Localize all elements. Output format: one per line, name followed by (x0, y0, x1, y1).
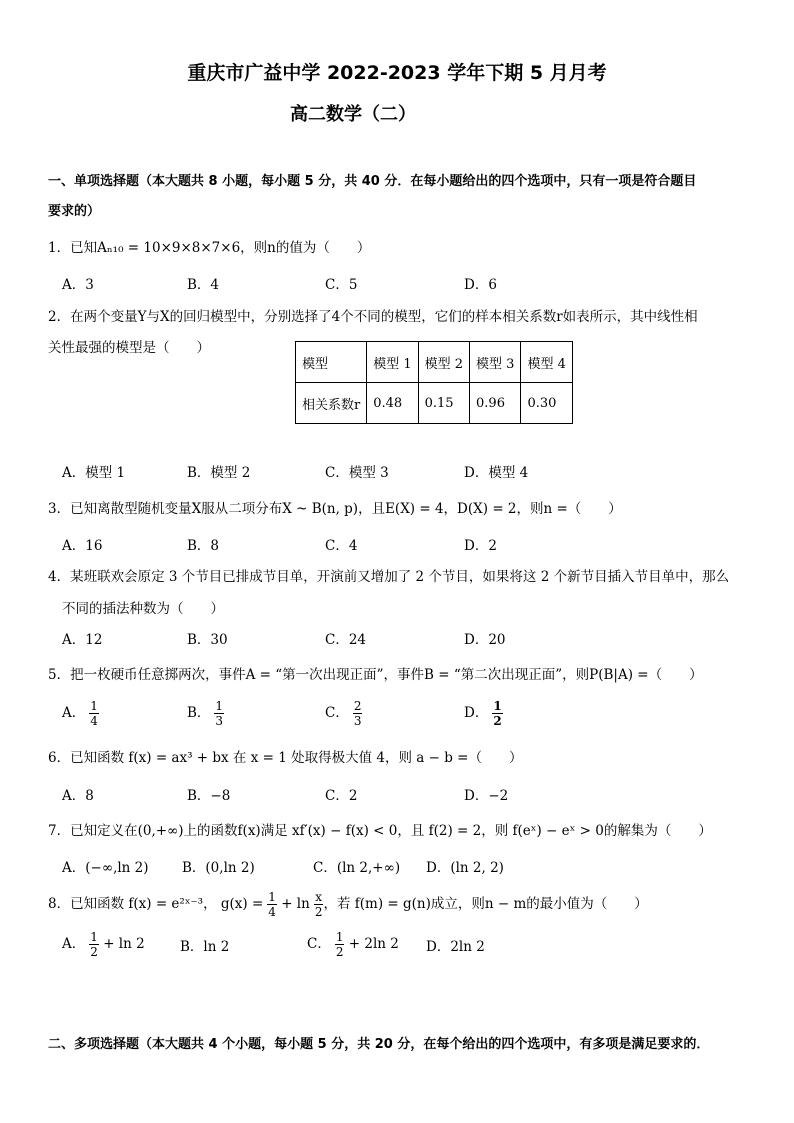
fraction: $\frac{2}{3}$ (353, 699, 362, 728)
option-label: A． (62, 705, 86, 721)
q8-option-b: B．ln 2 (180, 939, 230, 955)
q3-option-a: A．16 (62, 538, 103, 554)
option-suffix: + 2ln 2 (348, 936, 399, 952)
table-cell: 模型 2 (418, 342, 469, 383)
question-7: 7．已知定义在(0,+∞)上的函数f(x)满足 xf′(x) − f(x) < 0，且 f(2) = 2，则 f(eˣ) − eˣ > 0的解集为（ ） (48, 823, 712, 839)
question-1: 1．已知Aₙ₁₀ = 10×9×8×7×6，则n的值为（ ） (48, 240, 371, 256)
q4-option-c: C．24 (325, 632, 367, 648)
table-cell: 0.30 (521, 383, 572, 424)
q3-option-d: D．2 (464, 538, 497, 554)
question-2-line1: 2．在两个变量Y与X的回归模型中，分别选择了4个不同的模型，它们的样本相关系数r如表所示，其中线性相 (48, 309, 698, 325)
question-6: 6．已知函数 f(x) = ax³ + bx 在 x = 1 处取得极大值 4，则 a − b =（ ） (48, 750, 523, 766)
q1-option-b: B．4 (187, 277, 220, 293)
fraction: $\frac{x}{2}$ (314, 890, 323, 919)
page-title: 重庆市广益中学 2022-2023 学年下期 5 月月考 (187, 62, 607, 84)
q8-text-part2: + ln (281, 896, 310, 912)
q5-option-a (62, 699, 99, 728)
q1-option-d: D．6 (464, 277, 497, 293)
q4-option-a: A．12 (62, 632, 103, 648)
table-cell: 0.15 (418, 383, 469, 424)
section-1-heading-line2: 要求的） (48, 204, 101, 219)
question-2-line2: 关性最强的模型是（ ） (48, 340, 210, 356)
q4-option-b: B．30 (187, 632, 228, 648)
q2-option-d: D．模型 4 (464, 465, 529, 481)
q2-option-b: B．模型 2 (187, 465, 251, 481)
option-suffix: + ln 2 (103, 936, 145, 952)
q7-option-a: A．(−∞,ln 2) (62, 860, 149, 876)
fraction: $\frac{1}{4}$ (90, 699, 98, 728)
table-cell: 模型 3 (470, 342, 521, 383)
q1-option-c: C．5 (325, 277, 358, 293)
q5-option-d (464, 699, 503, 728)
option-label: B． (187, 705, 211, 721)
q8-option-d: D．2ln 2 (426, 939, 485, 955)
q8-text-part3: ，若 f(m) = g(n)成立，则n − m的最小值为（ ） (323, 896, 648, 912)
fraction: $\frac{1}{2}$ (90, 930, 98, 959)
q8-option-c (307, 930, 399, 959)
option-label: D． (464, 705, 489, 721)
q1-option-a: A．3 (62, 277, 94, 293)
q7-option-d: D．(ln 2, 2) (426, 860, 504, 876)
option-label: A． (62, 936, 86, 952)
q6-option-a: A．8 (62, 788, 94, 804)
question-3: 3．已知离散型随机变量X服从二项分布X ~ B(n, p)，且E(X) = 4，D(X) = 2，则n =（ ） (48, 501, 622, 517)
table-cell: 模型 1 (367, 342, 418, 383)
page-subtitle: 高二数学（二） (290, 104, 416, 125)
question-8 (48, 890, 648, 919)
correlation-table (295, 341, 573, 424)
table-cell: 模型 4 (521, 342, 572, 383)
fraction: $\frac{1}{4}$ (268, 890, 276, 919)
q6-option-c: C．2 (325, 788, 358, 804)
table-cell: 0.96 (470, 383, 521, 424)
question-5: 5．把一枚硬币任意掷两次，事件A = “第一次出现正面”，事件B = “第二次出现正面”，则P(B|A) =（ ） (48, 667, 703, 683)
section-2-heading: 二、多项选择题（本大题共 4 个小题，每小题 5 分，共 20 分，在每个给出的四个选项中，有多项是满足要求的． (48, 1037, 710, 1052)
q4-option-d: D．20 (464, 632, 506, 648)
table-cell: 模型 (296, 342, 367, 383)
question-4-line1: 4．某班联欢会原定 3 个节目已排成节目单，开演前又增加了 2 个节目，如果将这 2 个新节目插入节目单中，那么 (48, 569, 730, 585)
q8-text-part1: 8．已知函数 f(x) = e²ˣ⁻³， g(x) = (48, 896, 264, 912)
table-row (296, 383, 573, 424)
table-header-row (296, 342, 573, 383)
option-label: C． (325, 705, 349, 721)
question-4-line2: 不同的插法种数为（ ） (62, 601, 224, 617)
q7-option-b: B．(0,ln 2) (182, 860, 255, 876)
q6-option-d: D．−2 (464, 788, 509, 804)
fraction: $\frac{1}{2}$ (335, 930, 344, 959)
option-label: C． (307, 936, 331, 952)
q5-option-b (187, 699, 224, 728)
q5-option-c (325, 699, 362, 728)
fraction: $\frac{1}{3}$ (215, 699, 224, 728)
table-cell: 0.48 (367, 383, 418, 424)
q8-option-a (62, 930, 145, 959)
section-1-heading-line1: 一、单项选择题（本大题共 8 小题，每小题 5 分，共 40 分．在每小题给出的四个选项中，只有一项是符合题目 (48, 174, 697, 189)
q3-option-c: C．4 (325, 538, 358, 554)
q6-option-b: B．−8 (187, 788, 231, 804)
q7-option-c: C．(ln 2,+∞) (313, 860, 401, 876)
q2-option-c: C．模型 3 (325, 465, 389, 481)
table-cell: 相关系数r (296, 383, 367, 424)
q2-option-a: A．模型 1 (62, 465, 126, 481)
q3-option-b: B．8 (187, 538, 220, 554)
fraction: $\frac{1}{2}$ (493, 699, 502, 728)
